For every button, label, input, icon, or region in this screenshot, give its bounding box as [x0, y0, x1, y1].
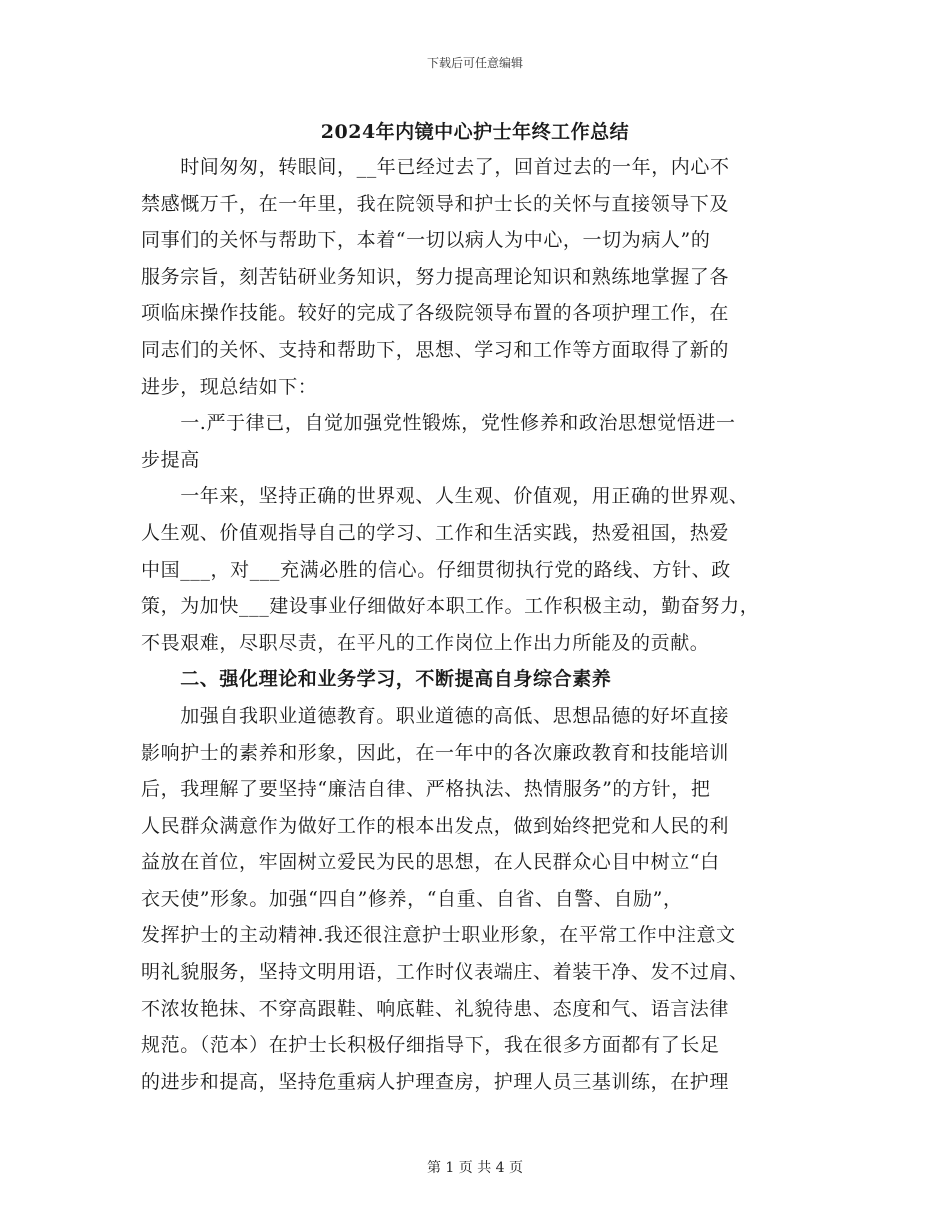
body-line: 衣天使”形象。加强“四自”修养，“自重、自省、自警、自励”， [141, 887, 683, 910]
body-line: 发挥护士的主动精神.我还很注意护士职业形象，在平常工作中注意文 [141, 924, 736, 947]
body-line: 一年来，坚持正确的世界观、人生观、价值观，用正确的世界观、 [141, 485, 749, 508]
body-line: 益放在首位，牢固树立爱民为民的思想，在人民群众心目中树立“白 [141, 851, 720, 874]
body-line: 策，为加快___建设事业仔细做好本职工作。工作积极主动，勤奋努力， [141, 595, 760, 618]
body-line: 不浓妆艳抹、不穿高跟鞋、响底鞋、礼貌待患、态度和气、语言法律 [141, 997, 730, 1020]
page-header: 下载后可任意编辑 [426, 56, 523, 70]
body-line: 的进步和提高，坚持危重病人护理查房，护理人员三基训练，在护理 [141, 1070, 730, 1093]
body-line: 同志们的关怀、支持和帮助下，思想、学习和工作等方面取得了新的 [141, 338, 730, 361]
body-line: 后，我理解了要坚持“廉洁自律、严格执法、热情服务”的方针，把 [141, 778, 711, 801]
body-line: 时间匆匆，转眼间，__年已经过去了，回首过去的一年，内心不 [141, 156, 730, 178]
body-line: 禁感慨万千，在一年里，我在院领导和护士长的关怀与直接领导下及 [141, 192, 730, 215]
body-line: 规范。（范本）在护士长积极仔细指导下，我在很多方面都有了长足 [141, 1034, 720, 1057]
page-footer: 第 1 页 共 4 页 [426, 1160, 524, 1176]
body-line: 服务宗旨，刻苦钻研业务知识，努力提高理论知识和熟练地掌握了各 [141, 265, 730, 288]
section-heading-1: 一.严于律已，自觉加强党性锻炼，党性修养和政治思想觉悟进一 [141, 412, 736, 435]
body-line: 人生观、价值观指导自己的学习、工作和生活实践，热爱祖国，热爱 [141, 521, 730, 544]
body-line: 加强自我职业道德教育。职业道德的高低、思想品德的好坏直接 [141, 704, 730, 727]
document-title: 2024年内镜中心护士年终工作总结 [320, 121, 630, 143]
body-line: 项临床操作技能。较好的完成了各级院领导布置的各项护理工作，在 [141, 302, 730, 325]
body-line: 进步，现总结如下： [141, 375, 318, 398]
document-body [141, 149, 813, 1100]
body-line: 明礼貌服务，坚持文明用语，工作时仪表端庄、着装干净、发不过肩、 [141, 961, 749, 984]
body-line: 影响护士的素养和形象，因此，在一年中的各次廉政教育和技能培训 [141, 741, 730, 764]
body-line: 中国___，对___充满必胜的信心。仔细贯彻执行党的路线、方针、政 [141, 558, 731, 581]
body-line: 不畏艰难，尽职尽责，在平凡的工作岗位上作出力所能及的贡献。 [141, 631, 710, 654]
section-heading-1-cont: 步提高 [141, 448, 200, 471]
body-line: 人民群众满意作为做好工作的根本出发点，做到始终把党和人民的利 [141, 814, 730, 837]
section-heading-2: 二、强化理论和业务学习，不断提高自身综合素养 [141, 668, 612, 691]
body-line: 同事们的关怀与帮助下，本着“一切以病人为中心，一切为病人”的 [141, 229, 711, 252]
